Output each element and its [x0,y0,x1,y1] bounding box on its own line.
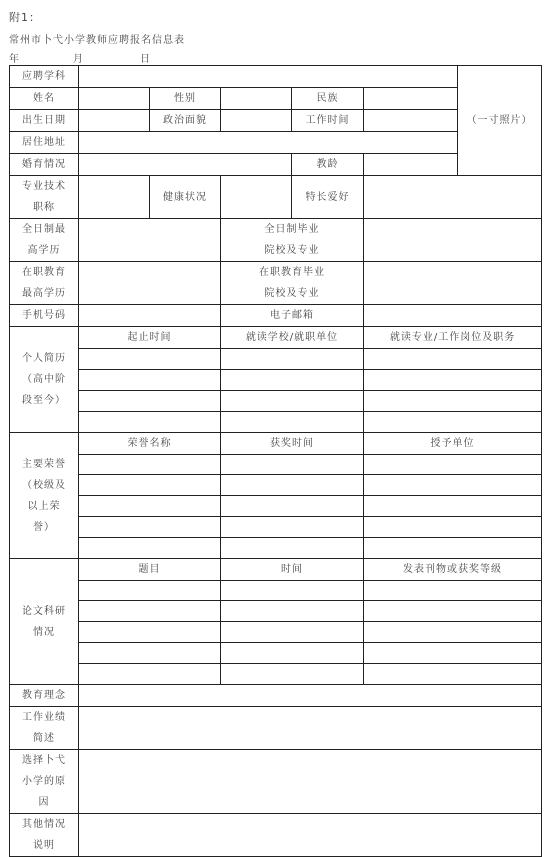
honors-cell[interactable] [221,496,364,517]
honors-cell[interactable] [221,517,364,538]
name-label: 姓名 [10,88,79,110]
resume-cell[interactable] [79,412,221,433]
resume-col-school: 就读学校/就职单位 [221,327,364,349]
honors-cell[interactable] [79,496,221,517]
papers-cell[interactable] [79,622,221,643]
teaching-age-label: 教龄 [292,154,364,176]
papers-cell[interactable] [221,622,364,643]
subject-field[interactable] [79,66,458,88]
marital-field[interactable] [79,154,292,176]
papers-cell[interactable] [221,601,364,622]
ethnicity-field[interactable] [364,88,458,110]
attachment-label: 附1： [9,11,41,24]
papers-col-journal: 发表刊物或获奖等级 [364,559,542,581]
philosophy-label: 教育理念 [10,685,79,707]
papers-cell[interactable] [364,664,542,685]
resume-cell[interactable] [79,391,221,412]
phone-label: 手机号码 [10,305,79,327]
address-field[interactable] [79,132,458,154]
political-status-label: 政治面貌 [150,110,221,132]
achievements-field[interactable] [79,707,542,750]
resume-col-position: 就读专业/工作岗位及职务 [364,327,542,349]
papers-cell[interactable] [79,601,221,622]
parttime-school-field[interactable] [364,262,542,305]
honors-cell[interactable] [364,455,542,475]
name-field[interactable] [79,88,150,110]
papers-label: 论文科研 情况 [10,559,79,685]
honors-col-name: 荣誉名称 [79,433,221,455]
title-label: 专业技术 职称 [10,176,79,219]
honors-cell[interactable] [364,496,542,517]
ethnicity-label: 民族 [292,88,364,110]
parttime-edu-label: 在职教育 最高学历 [10,262,79,305]
papers-cell[interactable] [364,581,542,601]
resume-label: 个人简历 （高中阶 段至今） [10,327,79,433]
fulltime-school-field[interactable] [364,219,542,262]
parttime-school-label: 在职教育毕业 院校及专业 [221,262,364,305]
honors-cell[interactable] [364,475,542,496]
papers-cell[interactable] [221,581,364,601]
fulltime-school-label: 全日制毕业 院校及专业 [221,219,364,262]
birth-date-field[interactable] [79,110,150,132]
gender-label: 性别 [150,88,221,110]
honors-cell[interactable] [364,517,542,538]
resume-cell[interactable] [221,391,364,412]
other-field[interactable] [79,814,542,857]
honors-cell[interactable] [79,475,221,496]
resume-cell[interactable] [364,412,542,433]
resume-cell[interactable] [221,349,364,370]
papers-col-date: 时间 [221,559,364,581]
papers-cell[interactable] [221,664,364,685]
political-status-field[interactable] [221,110,292,132]
philosophy-field[interactable] [79,685,542,707]
hobbies-label: 特长爱好 [292,176,364,219]
hobbies-field[interactable] [364,176,542,219]
honors-cell[interactable] [364,538,542,559]
subject-label: 应聘学科 [10,66,79,88]
other-label: 其他情况 说明 [10,814,79,857]
honors-col-date: 获奖时间 [221,433,364,455]
resume-cell[interactable] [79,370,221,391]
resume-cell[interactable] [364,349,542,370]
resume-cell[interactable] [221,370,364,391]
papers-cell[interactable] [364,622,542,643]
health-label: 健康状况 [150,176,221,219]
papers-cell[interactable] [364,643,542,664]
papers-cell[interactable] [221,643,364,664]
honors-cell[interactable] [221,475,364,496]
birth-date-label: 出生日期 [10,110,79,132]
health-field[interactable] [221,176,292,219]
resume-cell[interactable] [221,412,364,433]
application-form-table [9,65,542,857]
honors-label: 主要荣誉 （校级及 以上荣 誉） [10,433,79,559]
marital-label: 婚育情况 [10,154,79,176]
papers-cell[interactable] [364,601,542,622]
honors-col-issuer: 授予单位 [364,433,542,455]
resume-col-period: 起止时间 [79,327,221,349]
papers-cell[interactable] [79,643,221,664]
honors-cell[interactable] [79,538,221,559]
papers-col-topic: 题目 [79,559,221,581]
resume-cell[interactable] [364,370,542,391]
email-label: 电子邮箱 [221,305,364,327]
fulltime-edu-label: 全日制最 高学历 [10,219,79,262]
reason-label: 选择卜弋 小学的原 因 [10,750,79,814]
work-start-label: 工作时间 [292,110,364,132]
year-label: 年 [9,54,20,65]
address-label: 居住地址 [10,132,79,154]
photo-box[interactable]: （一寸照片） [458,66,542,176]
papers-cell[interactable] [79,581,221,601]
honors-cell[interactable] [79,455,221,475]
work-start-field[interactable] [364,110,458,132]
email-field[interactable] [364,305,542,327]
honors-cell[interactable] [221,538,364,559]
parttime-edu-field[interactable] [79,262,221,305]
gender-field[interactable] [221,88,292,110]
teaching-age-field[interactable] [364,154,458,176]
achievements-label: 工作业绩 简述 [10,707,79,750]
papers-cell[interactable] [79,664,221,685]
honors-cell[interactable] [221,455,364,475]
day-label: 日 [140,54,151,65]
honors-cell[interactable] [79,517,221,538]
fulltime-edu-field[interactable] [79,219,221,262]
resume-cell[interactable] [79,349,221,370]
resume-cell[interactable] [364,391,542,412]
title-field[interactable] [79,176,150,219]
month-label: 月 [73,54,84,65]
phone-field[interactable] [79,305,221,327]
form-title: 常州市卜弋小学教师应聘报名信息表 [9,35,185,46]
reason-field[interactable] [79,750,542,814]
